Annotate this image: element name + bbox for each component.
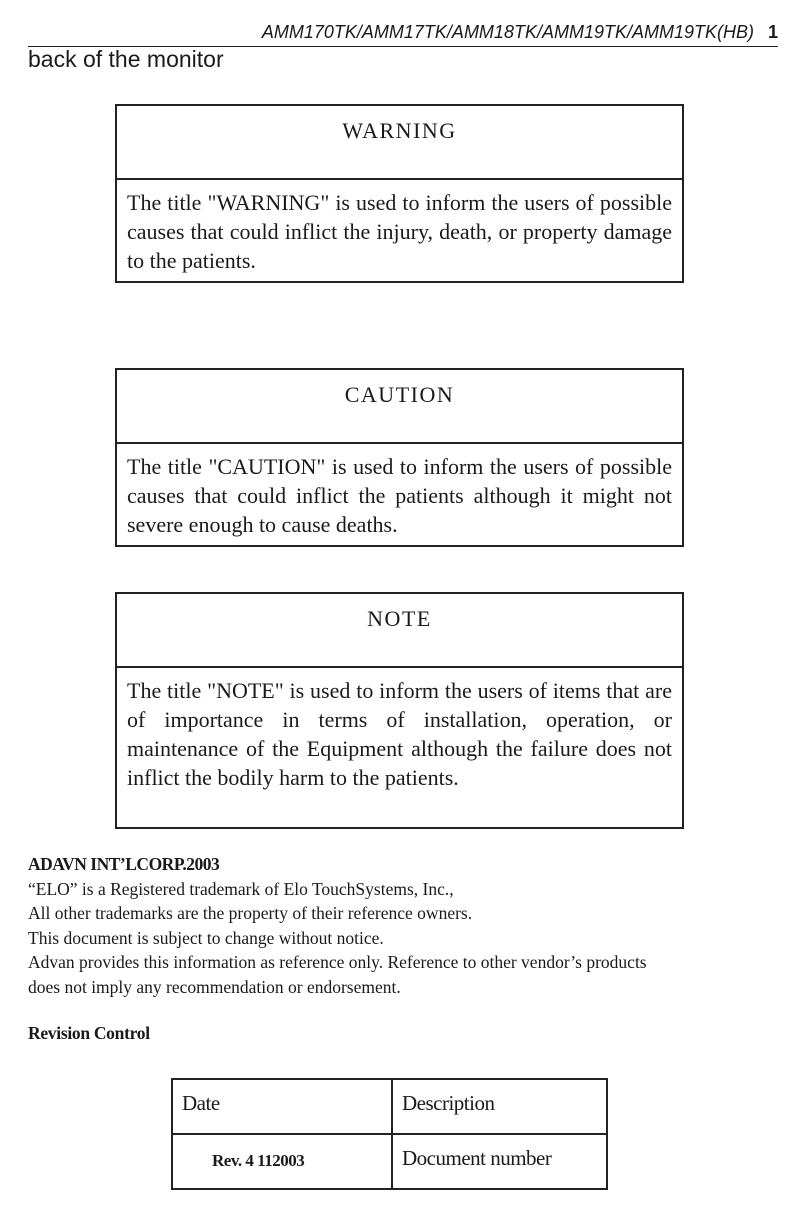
description-header — [392, 1079, 607, 1134]
note-title: NOTE — [117, 594, 682, 668]
revision-cell — [172, 1134, 392, 1189]
copyright-line: ADAVN INT’LCORP.2003 — [28, 854, 220, 874]
caution-box — [115, 368, 684, 547]
trademark-line: “ELO” is a Registered trademark of Elo TouchSystems, Inc., — [28, 878, 454, 899]
change-notice-line: This document is subject to change without notice. — [28, 927, 384, 948]
revision-heading: Revision Control — [28, 1023, 150, 1043]
note-box — [115, 592, 684, 829]
date-header-label: Date — [182, 1091, 220, 1115]
warning-title: WARNING — [117, 106, 682, 180]
revision-table — [171, 1078, 608, 1190]
note-text: The title "NOTE" is used to inform the users of items that are of importance in terms of installation, operation, or maintenance of the Equipment although the failure does not inflict the bodily harm to the patients. — [127, 678, 672, 790]
description-cell — [392, 1134, 607, 1189]
corporate-notice — [28, 852, 768, 999]
warning-box — [115, 104, 684, 283]
description-header-label: Description — [402, 1091, 495, 1115]
reference-line: Advan provides this information as reference only. Reference to other vendor’s products — [28, 952, 647, 972]
revision-number: Rev. 4 112003 — [212, 1151, 305, 1170]
date-header — [172, 1079, 392, 1134]
table-row — [172, 1134, 607, 1189]
section-subtitle: back of the monitor — [28, 46, 224, 72]
caution-text: The title "CAUTION" is used to inform the users of possible causes that could inflict the patients although it might not severe enough to cause deaths. — [127, 454, 672, 537]
page-header — [28, 20, 778, 47]
page-number: 1 — [767, 22, 778, 42]
table-header-row — [172, 1079, 607, 1134]
trademark-owners-line: All other trademarks are the property of their reference owners. — [28, 903, 473, 923]
warning-text: The title "WARNING" is used to inform the users of possible causes that could inflict the injury, death, or property damage to the patients. — [127, 190, 672, 273]
description-value: Document number — [402, 1146, 552, 1170]
model-list: AMM170TK/AMM17TK/AMM18TK/AMM19TK/AMM19TK(HB) — [261, 22, 754, 42]
endorsement-line: does not imply any recommendation or endorsement. — [28, 976, 401, 997]
caution-title: CAUTION — [117, 370, 682, 444]
